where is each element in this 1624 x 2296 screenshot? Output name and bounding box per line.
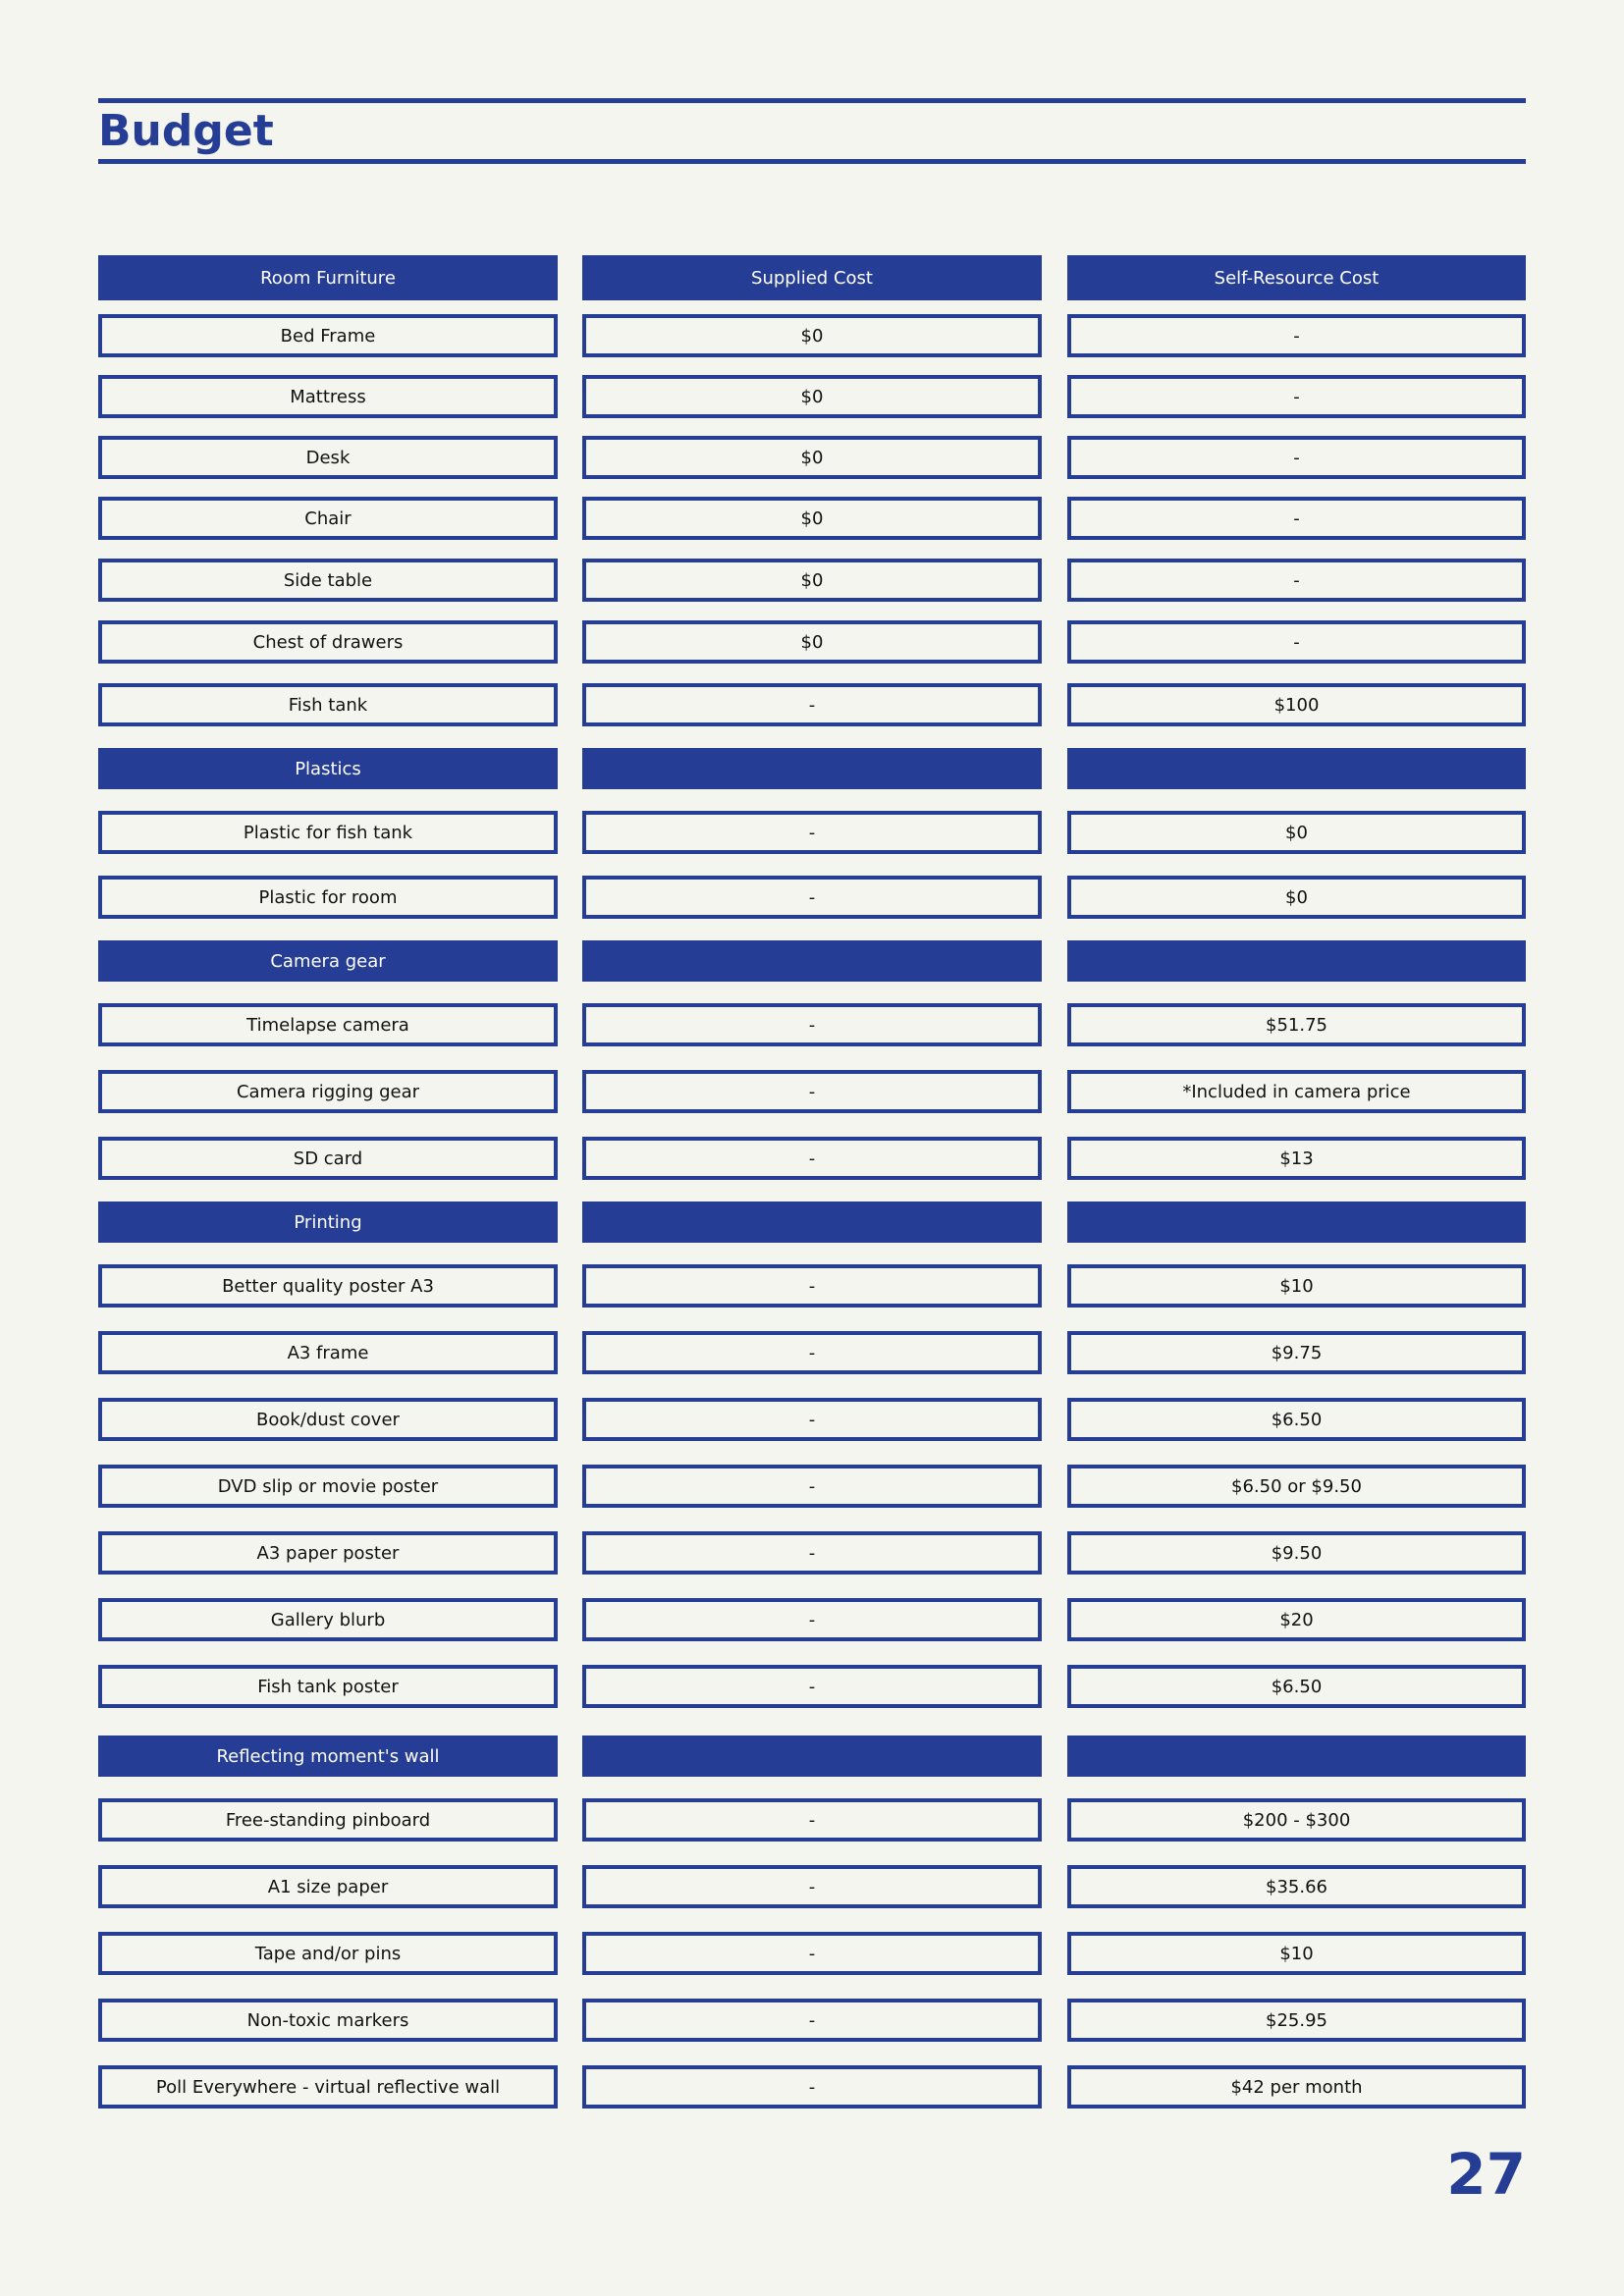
table-cell-supplied-cost: - [582, 2065, 1042, 2109]
table-cell-supplied-cost: - [582, 1999, 1042, 2042]
table-cell-item: A3 frame [98, 1331, 558, 1374]
table-cell-self-resource-cost: - [1067, 375, 1526, 418]
table-cell-self-resource-cost: $25.95 [1067, 1999, 1526, 2042]
table-cell-supplied-cost: - [582, 1137, 1042, 1180]
section-header-self-resource-cost [1067, 1735, 1526, 1777]
table-cell-supplied-cost: $0 [582, 559, 1042, 602]
table-cell-self-resource-cost: $6.50 [1067, 1665, 1526, 1708]
section-header-supplied-cost [582, 748, 1042, 789]
table-cell-self-resource-cost: $0 [1067, 811, 1526, 854]
table-cell-self-resource-cost: $20 [1067, 1598, 1526, 1641]
table-cell-self-resource-cost: $9.50 [1067, 1531, 1526, 1575]
table-cell-self-resource-cost: $13 [1067, 1137, 1526, 1180]
table-cell-supplied-cost: - [582, 1798, 1042, 1842]
table-cell-self-resource-cost: - [1067, 436, 1526, 479]
table-cell-supplied-cost: - [582, 1865, 1042, 1908]
table-cell-self-resource-cost: $6.50 [1067, 1398, 1526, 1441]
section-header-supplied-cost [582, 1735, 1042, 1777]
table-cell-supplied-cost: $0 [582, 436, 1042, 479]
table-cell-supplied-cost: - [582, 1003, 1042, 1046]
table-cell-self-resource-cost: - [1067, 497, 1526, 540]
page-title: Budget [98, 106, 274, 156]
table-cell-self-resource-cost: $42 per month [1067, 2065, 1526, 2109]
table-cell-supplied-cost: - [582, 811, 1042, 854]
section-header-supplied-cost [582, 940, 1042, 982]
table-cell-item: A1 size paper [98, 1865, 558, 1908]
table-cell-item: Plastic for fish tank [98, 811, 558, 854]
table-cell-item: Better quality poster A3 [98, 1264, 558, 1308]
table-cell-self-resource-cost: $200 - $300 [1067, 1798, 1526, 1842]
column-header-supplied-cost: Supplied Cost [582, 255, 1042, 300]
table-cell-supplied-cost: $0 [582, 375, 1042, 418]
table-cell-item: SD card [98, 1137, 558, 1180]
section-header-item: Camera gear [98, 940, 558, 982]
section-header-item: Plastics [98, 748, 558, 789]
table-cell-item: Poll Everywhere - virtual reflective wall [98, 2065, 558, 2109]
section-header-self-resource-cost [1067, 1201, 1526, 1243]
table-cell-self-resource-cost: $100 [1067, 683, 1526, 726]
table-cell-self-resource-cost: *Included in camera price [1067, 1070, 1526, 1113]
table-cell-supplied-cost: - [582, 1331, 1042, 1374]
section-header-item: Reflecting moment's wall [98, 1735, 558, 1777]
table-cell-item: A3 paper poster [98, 1531, 558, 1575]
table-cell-item: Desk [98, 436, 558, 479]
table-cell-item: Tape and/or pins [98, 1932, 558, 1975]
table-cell-item: Free-standing pinboard [98, 1798, 558, 1842]
table-cell-self-resource-cost: $0 [1067, 876, 1526, 919]
table-cell-item: Bed Frame [98, 314, 558, 357]
table-cell-item: Side table [98, 559, 558, 602]
table-cell-supplied-cost: - [582, 1264, 1042, 1308]
table-cell-item: Chair [98, 497, 558, 540]
page-number: 27 [1446, 2141, 1526, 2208]
section-header-item: Printing [98, 1201, 558, 1243]
table-cell-item: Fish tank [98, 683, 558, 726]
table-cell-supplied-cost: - [582, 876, 1042, 919]
table-cell-self-resource-cost: $6.50 or $9.50 [1067, 1465, 1526, 1508]
table-cell-supplied-cost: $0 [582, 620, 1042, 664]
table-cell-self-resource-cost: $10 [1067, 1932, 1526, 1975]
table-cell-item: DVD slip or movie poster [98, 1465, 558, 1508]
table-cell-supplied-cost: - [582, 1398, 1042, 1441]
table-cell-supplied-cost: $0 [582, 497, 1042, 540]
section-header-supplied-cost [582, 1201, 1042, 1243]
table-cell-self-resource-cost: $35.66 [1067, 1865, 1526, 1908]
table-cell-self-resource-cost: - [1067, 620, 1526, 664]
table-cell-item: Gallery blurb [98, 1598, 558, 1641]
section-header-self-resource-cost [1067, 748, 1526, 789]
table-cell-item: Plastic for room [98, 876, 558, 919]
table-cell-supplied-cost: $0 [582, 314, 1042, 357]
table-cell-supplied-cost: - [582, 1465, 1042, 1508]
table-cell-item: Non-toxic markers [98, 1999, 558, 2042]
table-cell-supplied-cost: - [582, 1070, 1042, 1113]
table-cell-supplied-cost: - [582, 1598, 1042, 1641]
table-cell-supplied-cost: - [582, 1932, 1042, 1975]
column-header-item: Room Furniture [98, 255, 558, 300]
table-cell-self-resource-cost: - [1067, 314, 1526, 357]
table-cell-supplied-cost: - [582, 1531, 1042, 1575]
table-cell-self-resource-cost: $10 [1067, 1264, 1526, 1308]
section-header-self-resource-cost [1067, 940, 1526, 982]
table-cell-supplied-cost: - [582, 683, 1042, 726]
table-cell-item: Fish tank poster [98, 1665, 558, 1708]
table-cell-item: Book/dust cover [98, 1398, 558, 1441]
table-cell-item: Chest of drawers [98, 620, 558, 664]
table-cell-item: Camera rigging gear [98, 1070, 558, 1113]
table-cell-self-resource-cost: $9.75 [1067, 1331, 1526, 1374]
table-cell-self-resource-cost: - [1067, 559, 1526, 602]
table-cell-item: Mattress [98, 375, 558, 418]
table-cell-item: Timelapse camera [98, 1003, 558, 1046]
table-cell-supplied-cost: - [582, 1665, 1042, 1708]
table-cell-self-resource-cost: $51.75 [1067, 1003, 1526, 1046]
column-header-self-resource-cost: Self-Resource Cost [1067, 255, 1526, 300]
